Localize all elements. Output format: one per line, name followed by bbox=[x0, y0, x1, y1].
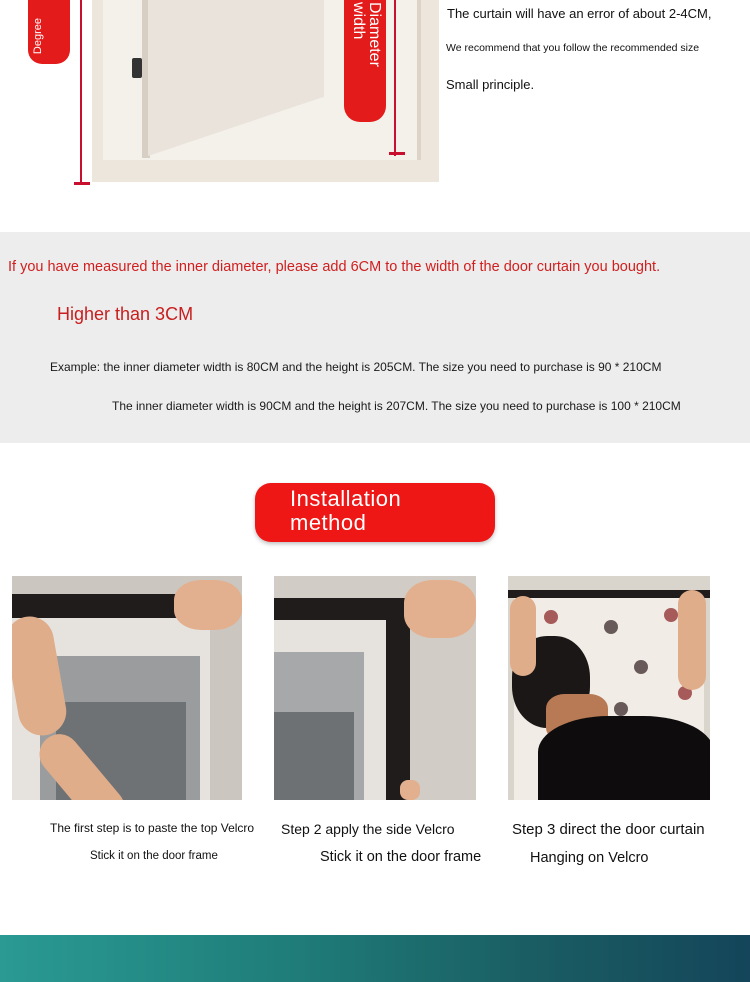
example-1: Example: the inner diameter width is 80CM and the height is 205CM. The size you need to purchase is 90 * 210CM bbox=[50, 360, 662, 374]
step-1-title: The first step is to paste the top Velcro bbox=[50, 821, 255, 835]
width-measure-line bbox=[394, 0, 396, 156]
higher-note: Higher than 3CM bbox=[57, 304, 194, 324]
step-1-photo bbox=[12, 576, 242, 800]
step-2-photo bbox=[274, 576, 476, 800]
step-3-detail: Hanging on Velcro bbox=[530, 850, 649, 866]
step-2-title: Step 2 apply the side Velcro bbox=[281, 821, 455, 837]
door-measurement-section bbox=[0, 0, 750, 232]
example-2: The inner diameter width is 90CM and the height is 207CM. The size you need to purchase is 100 * 210CM bbox=[112, 399, 681, 413]
step-3-photo bbox=[508, 576, 710, 800]
height-measure-cap bbox=[74, 182, 90, 185]
footer-banner bbox=[0, 935, 750, 982]
curtain-pattern bbox=[614, 702, 628, 716]
step-1-detail: Stick it on the door frame bbox=[90, 850, 218, 862]
curtain-pattern bbox=[604, 620, 618, 634]
left-arm bbox=[510, 596, 536, 676]
person-body bbox=[538, 716, 710, 800]
installation-method-heading bbox=[255, 483, 495, 542]
right-arm bbox=[678, 590, 706, 690]
width-measure-cap bbox=[389, 152, 405, 155]
height-label-pill bbox=[28, 0, 70, 64]
height-label: Degree bbox=[32, 18, 44, 55]
door-opening-dark bbox=[274, 712, 354, 800]
width-label-pill bbox=[344, 0, 386, 122]
side-velcro-strip bbox=[386, 606, 410, 800]
error-note: The curtain will have an error of about 2-4CM, bbox=[447, 6, 712, 21]
step-2-detail: Stick it on the door frame bbox=[320, 849, 482, 865]
recommend-note: We recommend that you follow the recommended size bbox=[446, 42, 700, 54]
width-label: Diameter width bbox=[350, 2, 383, 67]
installation-heading-text: Installation method bbox=[290, 486, 402, 535]
finger-tip bbox=[400, 780, 420, 800]
height-measure-line bbox=[80, 0, 82, 184]
curtain-pattern bbox=[634, 660, 648, 674]
hinge-icon bbox=[132, 58, 142, 78]
principle-note: Small principle. bbox=[446, 77, 535, 92]
right-hand bbox=[174, 580, 242, 630]
step-3-title: Step 3 direct the door curtain bbox=[512, 821, 705, 838]
curtain-pattern bbox=[544, 610, 558, 624]
right-hand bbox=[404, 580, 476, 638]
curtain-pattern bbox=[664, 608, 678, 622]
size-info-band bbox=[0, 232, 750, 443]
add-width-note: If you have measured the inner diameter, please add 6CM to the width of the door curtain you bought. bbox=[8, 259, 661, 275]
